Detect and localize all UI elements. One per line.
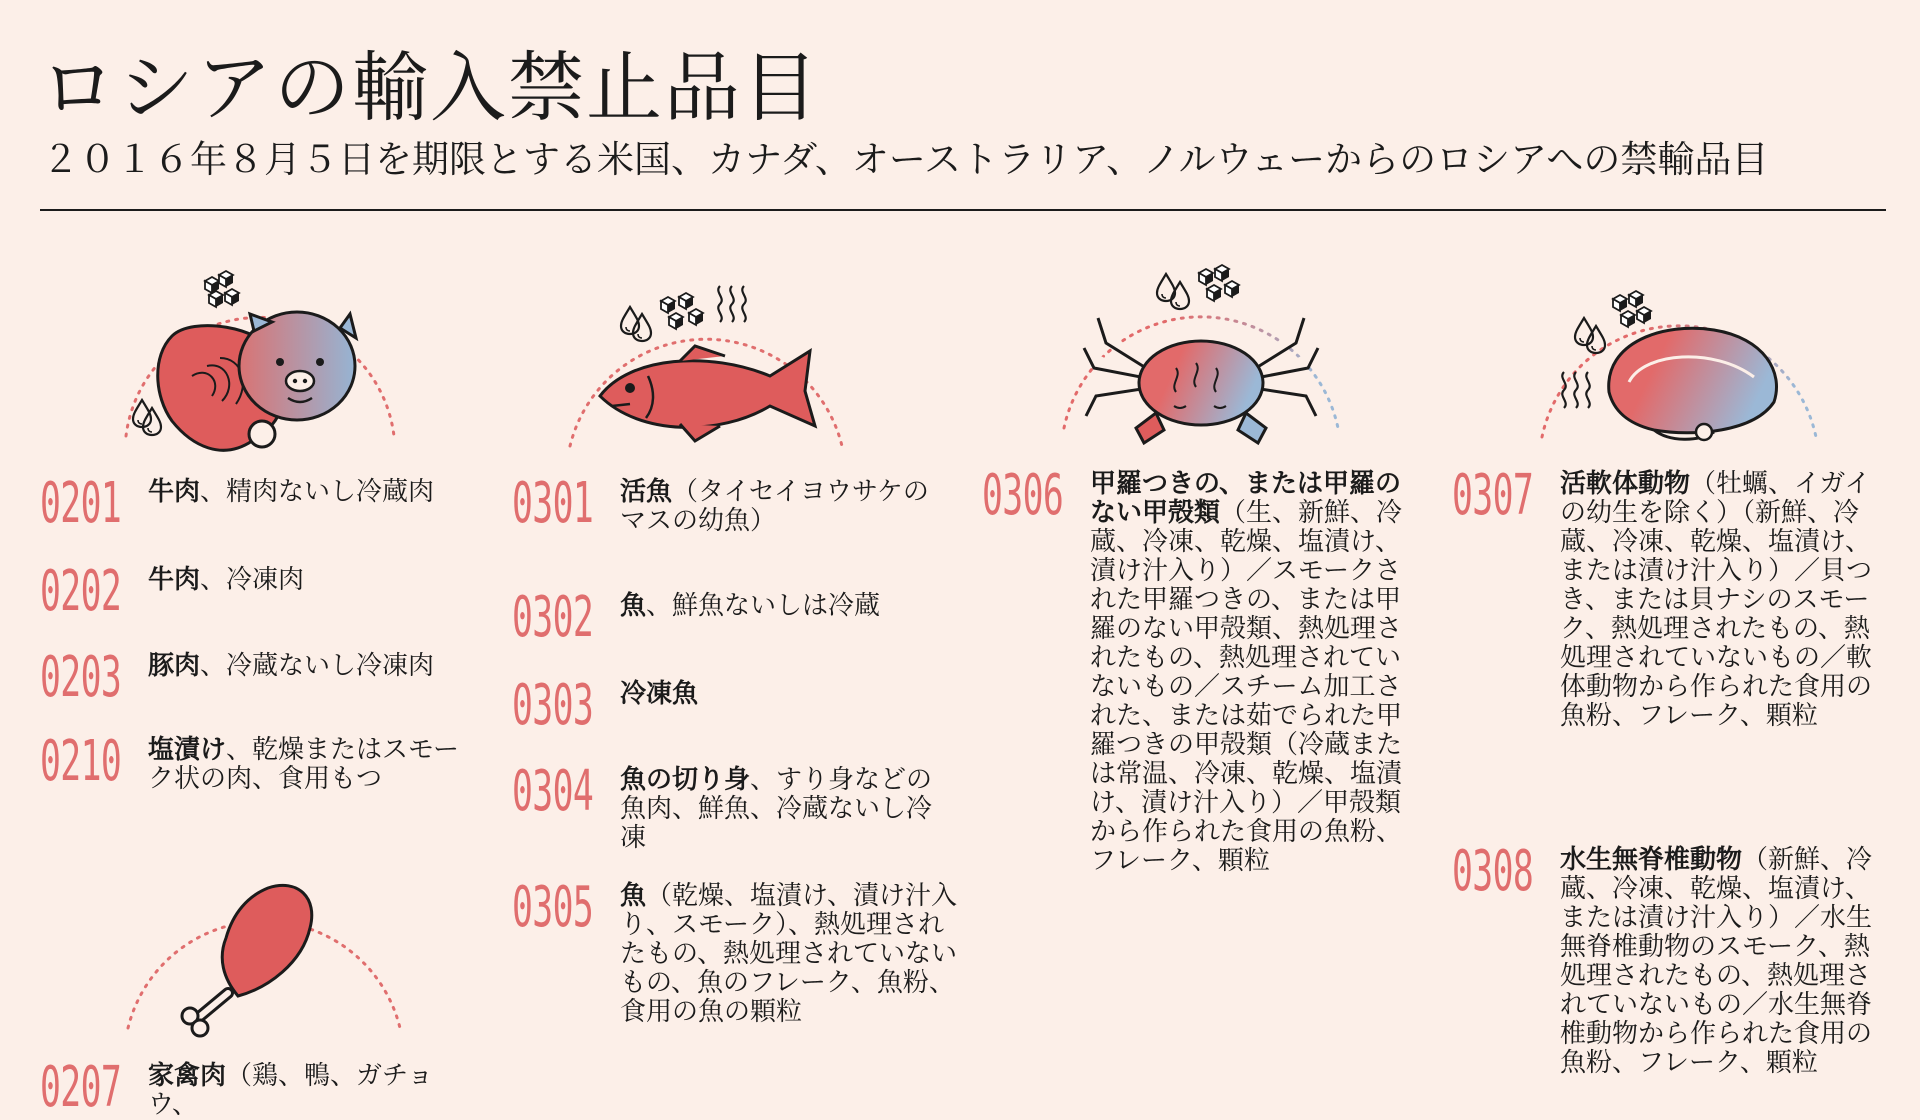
list-item bbox=[40, 1055, 480, 1120]
item-name: 活魚 bbox=[620, 477, 673, 507]
item-code: 0303 bbox=[512, 673, 594, 738]
item-description bbox=[148, 652, 434, 681]
fish-icon bbox=[560, 276, 860, 466]
item-code: 0201 bbox=[40, 471, 122, 536]
item-code: 0306 bbox=[982, 463, 1064, 528]
item-detail: 、乾燥またはスモーク状の肉、食用もつ bbox=[148, 735, 459, 794]
list-item bbox=[40, 645, 480, 710]
item-code: 0308 bbox=[1452, 839, 1534, 904]
page-subtitle: ２０１６年８月５日を期限とする米国、カナダ、オーストラリア、ノルウェーからのロシアへの禁輸品目 bbox=[42, 138, 1769, 181]
item-code: 0305 bbox=[512, 875, 594, 940]
list-item bbox=[982, 463, 1432, 876]
item-code: 0302 bbox=[512, 585, 594, 650]
item-code: 0207 bbox=[40, 1055, 122, 1120]
item-description bbox=[620, 766, 950, 853]
list-item bbox=[1452, 463, 1902, 731]
steak-pig-icon bbox=[112, 266, 412, 466]
item-detail: （乾燥、塩漬け、漬け汁入り、スモーク）、熱処理されたもの、熱処理されていないもの、魚のフレーク、魚粉、食用の魚の顆粒 bbox=[620, 881, 957, 1027]
item-detail: （タイセイヨウサケのマスの幼魚） bbox=[620, 477, 929, 536]
item-name: 魚 bbox=[620, 881, 647, 911]
title-divider bbox=[40, 209, 1886, 211]
item-detail: 、すり身などの魚肉、鮮魚、冷蔵ないし冷凍 bbox=[620, 765, 933, 853]
item-name: 水生無脊椎動物 bbox=[1560, 845, 1743, 875]
item-description bbox=[620, 592, 880, 621]
list-item bbox=[40, 559, 480, 624]
item-name: 塩漬け bbox=[148, 735, 227, 765]
item-detail: （新鮮、冷蔵、冷凍、乾燥、塩漬け、または漬け汁入り）／水生無脊椎動物のスモーク、熱処理されたもの、熱処理されていないもの／水生無脊椎動物から作られた食用の魚粉、フレーク、顆粒 bbox=[1560, 845, 1873, 1078]
item-name: 魚 bbox=[620, 591, 647, 621]
item-name: 家禽肉 bbox=[148, 1061, 227, 1091]
list-item bbox=[40, 729, 480, 794]
item-description bbox=[620, 882, 960, 1027]
item-name: 魚の切り身 bbox=[620, 765, 751, 795]
item-name: 冷凍魚 bbox=[620, 679, 699, 709]
item-name: 活軟体動物 bbox=[1560, 469, 1691, 499]
chicken-leg-icon bbox=[118, 868, 418, 1038]
item-code: 0210 bbox=[40, 729, 122, 794]
item-code: 0304 bbox=[512, 759, 594, 824]
item-code: 0301 bbox=[512, 471, 594, 536]
item-detail: 、精肉ないし冷蔵肉 bbox=[200, 477, 435, 507]
item-name: 豚肉 bbox=[148, 651, 201, 681]
item-name: 牛肉 bbox=[148, 565, 201, 595]
page-title: ロシアの輸入禁止品目 bbox=[40, 43, 820, 132]
item-description bbox=[1560, 470, 1890, 731]
item-code: 0307 bbox=[1452, 463, 1534, 528]
item-description bbox=[148, 478, 434, 507]
item-detail: 、冷凍肉 bbox=[200, 565, 305, 595]
item-description bbox=[1560, 846, 1890, 1078]
clam-icon bbox=[1534, 272, 1824, 452]
item-description bbox=[620, 680, 698, 709]
item-detail: （牡蠣、イガイの幼生を除く）（新鮮、冷蔵、冷凍、乾燥、塩漬け、または漬け汁入り）／貝つき、または貝ナシのスモーク、熱処理されたもの、熱処理されていないもの／軟体動物から作られた食用の魚粉、フレーク、顆粒 bbox=[1560, 469, 1873, 731]
list-item bbox=[1452, 839, 1902, 1078]
item-detail: 、冷蔵ないし冷凍肉 bbox=[200, 651, 435, 681]
item-code: 0203 bbox=[40, 645, 122, 710]
item-description bbox=[148, 1062, 480, 1120]
item-description bbox=[1090, 470, 1420, 876]
list-item bbox=[512, 875, 962, 1027]
item-detail: （生、新鮮、冷蔵、冷凍、乾燥、塩漬け、漬け汁入り）／スモークされた甲羅つきの、または甲羅のない甲殻類、熱処理されたもの、熱処理されていないもの／スチーム加工された、または茹でられた甲羅つきの甲殻類（冷蔵または常温、冷凍、乾燥、塩漬け、漬け汁入り）／甲殻類から作られた食用の魚粉、フレーク、顆粒 bbox=[1090, 498, 1403, 876]
list-item bbox=[512, 471, 962, 536]
item-name: 牛肉 bbox=[148, 477, 201, 507]
list-item bbox=[40, 471, 480, 536]
crab-icon bbox=[1056, 258, 1346, 448]
item-description bbox=[620, 478, 950, 536]
list-item bbox=[512, 585, 962, 650]
list-item bbox=[512, 673, 962, 738]
item-name: 甲羅つきの、または甲羅のない甲殻類 bbox=[1090, 469, 1401, 528]
list-item bbox=[512, 759, 962, 853]
item-code: 0202 bbox=[40, 559, 122, 624]
item-description bbox=[148, 566, 304, 595]
item-detail: （鶏、鴨、ガチョウ、 bbox=[148, 1061, 434, 1120]
item-description bbox=[148, 736, 478, 794]
item-detail: 、鮮魚ないしは冷蔵 bbox=[646, 591, 881, 621]
